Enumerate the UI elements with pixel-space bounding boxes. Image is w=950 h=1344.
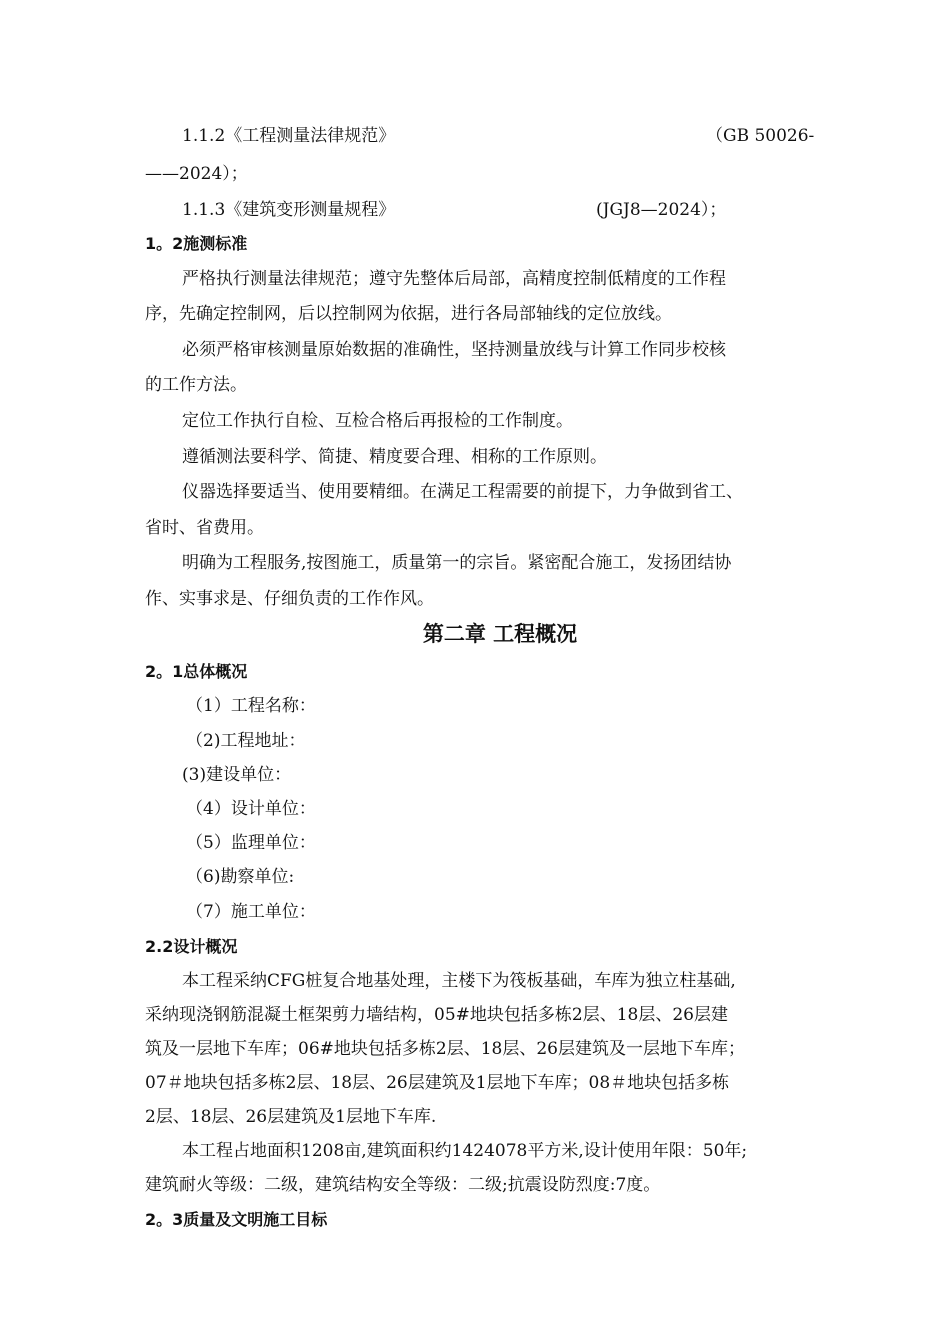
overview-item: （7）施工单位： <box>186 902 316 922</box>
section-1-2-heading: 1。2施测标准 <box>145 234 248 253</box>
overview-item: （2)工程地址： <box>186 731 306 751</box>
standard-1-1-3-title: 1.1.3《建筑变形测量规程》 <box>182 200 396 220</box>
paragraph-2-2-1-line-4: 07＃地块包括多栋2层、18层、26层建筑及1层地下车库；08＃地块包括多栋 <box>145 1073 730 1093</box>
section-2-3-heading: 2。3质量及文明施工目标 <box>145 1210 328 1229</box>
paragraph-2-2-2-line-2: 建筑耐火等级：二级，建筑结构安全等级：二级;抗震设防烈度:7度。 <box>145 1175 661 1195</box>
paragraph-2-2-2-line-1: 本工程占地面积1208亩,建筑面积约1424078平方米,设计使用年限：50年; <box>182 1141 748 1161</box>
overview-item: （6)勘察单位: <box>186 867 295 887</box>
standard-1-1-2-code: （GB 50026- <box>706 126 815 146</box>
overview-item: （1）工程名称： <box>186 696 316 716</box>
paragraph-1-2-1-line-2: 序，先确定控制网，后以控制网为依据，进行各局部轴线的定位放线。 <box>145 304 672 324</box>
paragraph-1-2-1-line-1: 严格执行测量法律规范；遵守先整体后局部，高精度控制低精度的工作程 <box>182 269 726 289</box>
paragraph-1-2-2-line-1: 必须严格审核测量原始数据的准确性，坚持测量放线与计算工作同步校核 <box>182 340 726 360</box>
paragraph-2-2-1-line-1: 本工程采纳CFG桩复合地基处理，主楼下为筏板基础，车库为独立柱基础, <box>182 971 736 991</box>
paragraph-2-2-1-line-2: 采纳现浇钢筋混凝土框架剪力墙结构，05#地块包括多栋2层、18层、26层建 <box>145 1005 728 1025</box>
paragraph-1-2-3: 定位工作执行自检、互检合格后再报检的工作制度。 <box>182 411 573 431</box>
paragraph-1-2-4: 遵循测法要科学、简捷、精度要合理、相称的工作原则。 <box>182 447 607 467</box>
paragraph-1-2-5-line-1: 仪器选择要适当、使用要精细。在满足工程需要的前提下，力争做到省工、 <box>182 482 743 502</box>
overview-item: （4）设计单位： <box>186 799 316 819</box>
standard-1-1-3-code: (JGJ8—2024）； <box>596 200 727 220</box>
standard-1-1-2-code-cont: ——2024）； <box>145 164 248 184</box>
overview-item: (3)建设单位： <box>182 765 292 785</box>
overview-item: （5）监理单位： <box>186 833 316 853</box>
section-2-1-heading: 2。1总体概况 <box>145 662 248 681</box>
paragraph-2-2-1-line-3: 筑及一层地下车库；06#地块包括多栋2层、18层、26层建筑及一层地下车库； <box>145 1039 745 1059</box>
paragraph-1-2-6-line-1: 明确为工程服务,按图施工，质量第一的宗旨。紧密配合施工，发扬团结协 <box>182 553 732 573</box>
chapter-title: 第二章 工程概况 <box>422 622 578 646</box>
paragraph-1-2-6-line-2: 作、实事求是、仔细负责的工作作风。 <box>145 589 434 609</box>
section-2-2-heading: 2.2设计概况 <box>145 937 238 956</box>
paragraph-1-2-5-line-2: 省时、省费用。 <box>145 518 264 538</box>
standard-1-1-2-title: 1.1.2《工程测量法律规范》 <box>182 126 396 146</box>
paragraph-1-2-2-line-2: 的工作方法。 <box>145 375 247 395</box>
paragraph-2-2-1-line-5: 2层、18层、26层建筑及1层地下车库. <box>145 1107 437 1127</box>
